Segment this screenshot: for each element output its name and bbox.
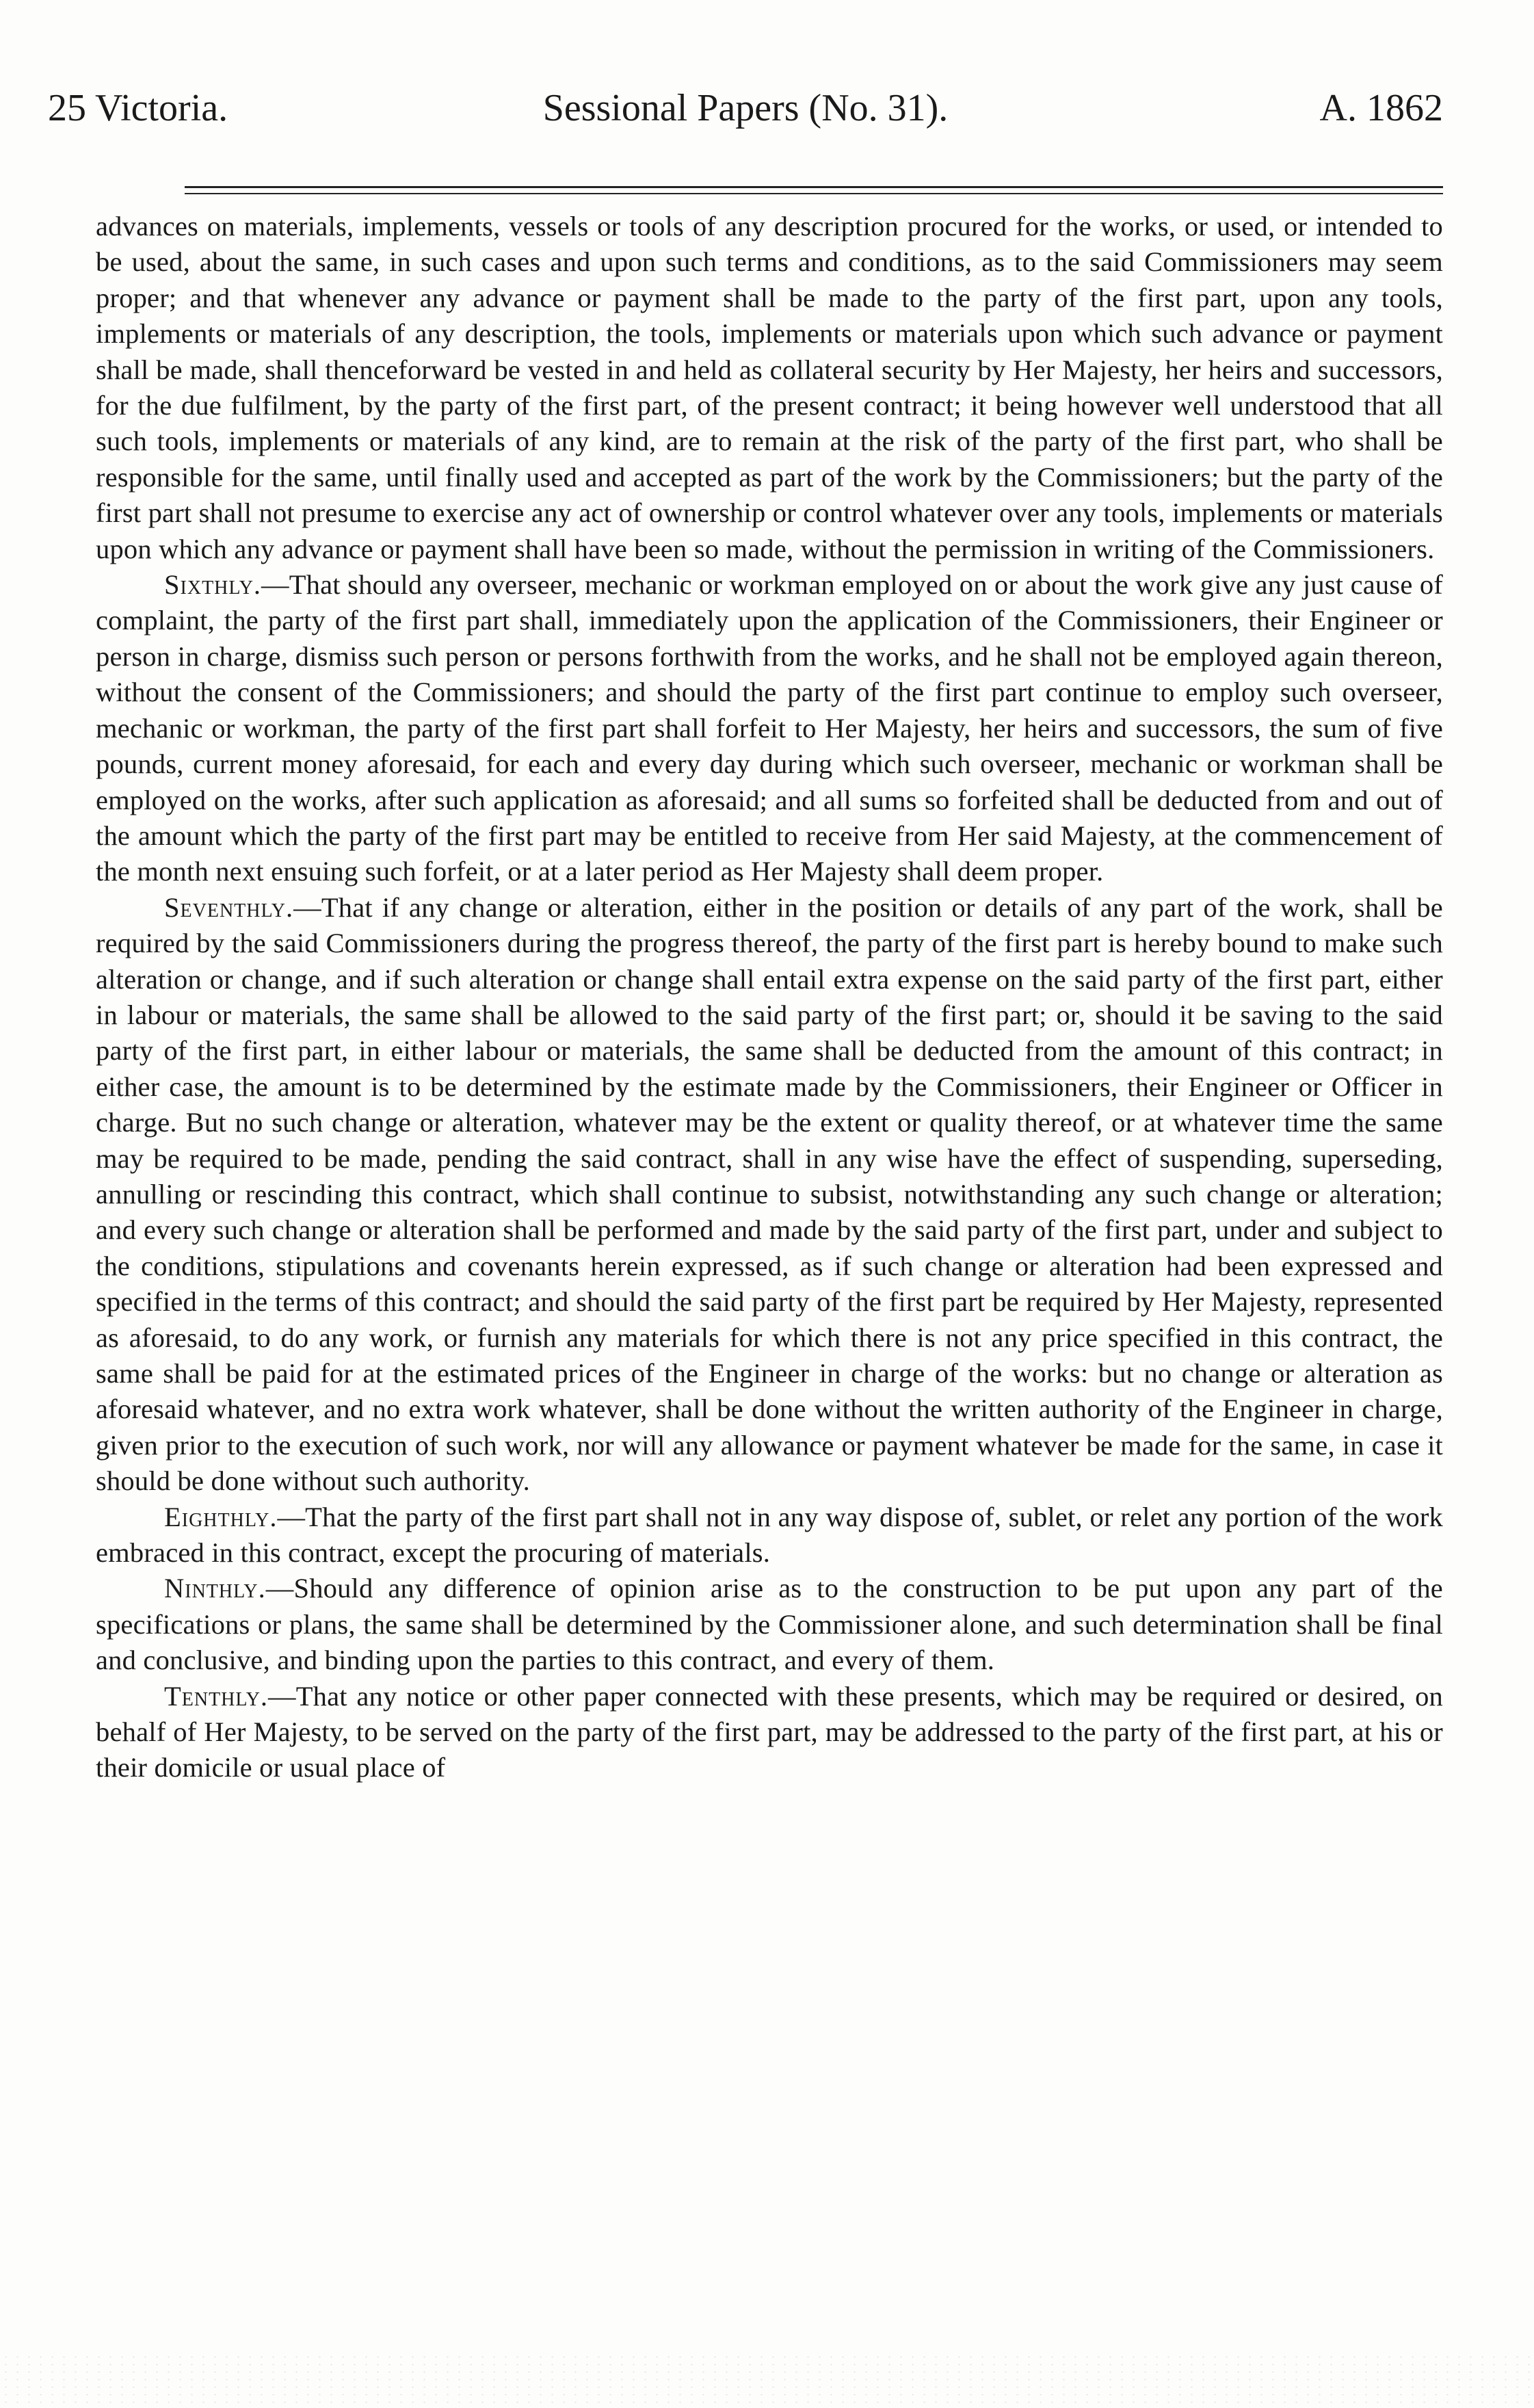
paragraph-text: advances on materials, implements, vessels or tools of any description procured for the works, or used, or intended to be used, about the same, in such cases and upon such terms and conditions, as to the said Commissioners may seem proper; and that whenever any advance or payment shall be made to the party of the first part, upon any tools, implements or materials of any description, the tools, implements or materials upon which such advance or payment shall be made, shall thenceforward be vested in and held as collateral security by Her Majesty, her heirs and successors, for the due fulfilment, by the party of the first part, of the present contract; it being however well understood that all such tools, implements or materials of any kind, are to remain at the risk of the party of the first part, who shall be responsible for the same, until finally used and accepted as part of the work by the Commissioners; but the party of the first part shall not presume to exercise any act of ownership or control whatever over any tools, implements or materials upon which any advance or payment shall have been so made, without the permission in writing of the Commissioners. xyxy=(96,211,1443,564)
paragraph-continuation xyxy=(96,209,1443,567)
header-rule-bottom xyxy=(185,193,1443,194)
paragraph-seventhly xyxy=(96,890,1443,1500)
paragraph-eighthly xyxy=(96,1500,1443,1571)
clause-lead: Seventhly. xyxy=(164,891,294,923)
header-title: Sessional Papers (No. 31). xyxy=(542,87,949,129)
clause-lead: Ninthly. xyxy=(164,1573,266,1604)
paragraph-ninthly xyxy=(96,1571,1443,1678)
running-header xyxy=(48,81,1443,135)
header-volume: 25 Victoria. xyxy=(48,87,228,129)
paragraph-text: —That should any overseer, mechanic or workman employed on or about the work give any just cause of complaint, the party of the first part shall, immediately upon the application of the Commissioners, their Engineer or person in charge, dismiss such person or persons forthwith from the works, and he shall not be employed again thereon, without the consent of the Commissioners; and should the party of the first part continue to employ such overseer, mechanic or workman, the party of the first part shall forfeit to Her Majesty, her heirs and successors, the sum of five pounds, current money aforesaid, for each and every day during which such overseer, mechanic or workman shall be employed on the works, after such application as aforesaid; and all sums so forfeited shall be deducted from and out of the amount which the party of the first part may be entitled to receive from Her said Majesty, at the commencement of the month next ensuing such forfeit, or at a later period as Her Majesty shall deem proper. xyxy=(96,569,1443,887)
paragraph-text: —That the party of the first part shall not in any way dispose of, sublet, or relet any portion of the work embraced in this contract, except the procuring of materials. xyxy=(96,1501,1443,1569)
paragraph-tenthly xyxy=(96,1679,1443,1786)
clause-lead: Eighthly. xyxy=(164,1501,278,1532)
header-rule-top xyxy=(185,186,1443,188)
header-year: A. 1862 xyxy=(1319,87,1443,129)
contract-text xyxy=(96,209,1443,1786)
clause-lead: Sixthly. xyxy=(164,569,262,601)
paragraph-text: —Should any difference of opinion arise as to the construction to be put upon any part of the specifications or plans, the same shall be determined by the Commissioner alone, and such determination shall be final and conclusive, and binding upon the parties to this contract, and every of them. xyxy=(96,1573,1443,1676)
clause-lead: Tenthly. xyxy=(164,1680,269,1712)
scan-noise xyxy=(0,2353,1534,2408)
paragraph-text: —That if any change or alteration, either in the position or details of any part of the work, shall be required by the said Commissioners during the progress thereof, the party of the first part is hereby bound to make such alteration or change, and if such alteration or change shall entail extra expense on the said party of the first part, either in labour or materials, the same shall be allowed to the said party of the first part; or, should it be saving to the said party of the first part, in either labour or materials, the same shall be deducted from the amount of this contract; in either case, the amount is to be determined by the estimate made by the Commissioners, their Engineer or Officer in charge. But no such change or alteration, whatever may be the extent or quality thereof, or at whatever time the same may be required to be made, pending the said contract, shall in any wise have the effect of suspending, superseding, annulling or rescinding this contract, which shall continue to subsist, notwithstanding any such change or alteration; and every such change or alteration shall be performed and made by the said party of the first part, under and subject to the conditions, stipulations and covenants herein expressed, as if such change or alteration had been expressed and specified in the terms of this contract; and should the said party of the first part be required by Her Majesty, represented as aforesaid, to do any work, or furnish any materials for which there is not any price specified in this contract, the same shall be paid for at the estimated prices of the Engineer in charge of the works: but no change or alteration as aforesaid whatever, and no extra work whatever, shall be done without the written authority of the Engineer in charge, given prior to the execution of such work, nor will any allowance or payment whatever be made for the same, in case it should be done without such authority. xyxy=(96,891,1443,1497)
paragraph-sixthly xyxy=(96,567,1443,890)
paragraph-text: —That any notice or other paper connected with these presents, which may be required or desired, on behalf of Her Majesty, to be served on the party of the first part, may be addressed to the party of the first part, at his or their domicile or usual place of xyxy=(96,1680,1443,1783)
